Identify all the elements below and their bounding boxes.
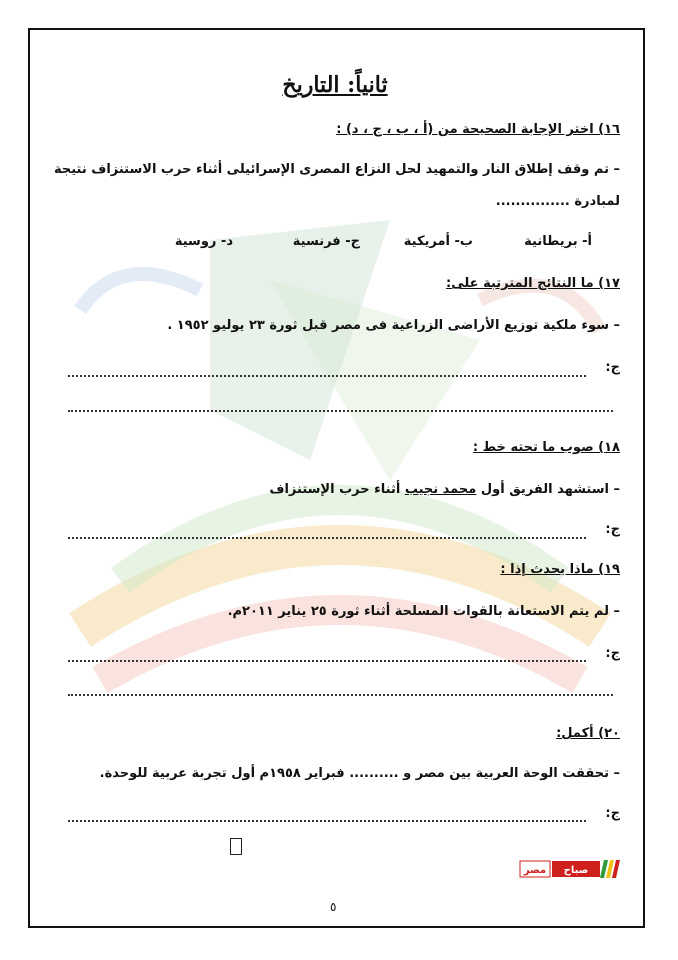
option-c: ج- فرنسية [292,234,360,249]
question-19-text: – لم يتم الاستعانة بالقوات المسلحة أثناء ثورة ٢٥ يناير ٢٠١١م. [227,604,620,619]
option-b: ب- أمريكية [403,234,473,249]
answer-20-prefix: ج: [605,806,620,821]
answer-17-line-2[interactable] [68,410,613,412]
option-a: أ- بريطانية [524,234,592,249]
page-title: ثانياً: التاريخ [282,72,388,98]
question-16-text: – تم وقف إطلاق النار والتمهيد لحل النزاع المصرى الإسرائيلى أثناء حرب الاستنزاف نتيجة [53,162,620,177]
question-18-header: ١٨) صوب ما تحته خط : [472,440,620,455]
svg-text:مصر: مصر [523,865,547,876]
answer-17-line-1[interactable] [68,375,586,377]
question-20-text: – تحققت الوحة العربية بين مصر و .......... فبراير ١٩٥٨م أول تجربة عربية للوحدة. [99,766,620,781]
question-17-header: ١٧) ما النتائج المترتبة على: [446,276,620,291]
svg-text:صباح: صباح [563,865,589,876]
sabah-masr-logo [518,858,628,880]
question-17-text: – سوء ملكية توزيع الأراضى الزراعية فى مصر قبل ثورة ٢٣ يوليو ١٩٥٢ . [167,318,620,333]
option-d: د- روسية [174,234,233,249]
answer-19-prefix: ج: [605,646,620,661]
question-20-header: ٢٠) أكمل: [556,726,620,741]
answer-18-prefix: ج: [605,522,620,537]
answer-19-line-1[interactable] [68,660,586,662]
question-16-header: ١٦) اختر الإجابة الصحيحة من (أ ، ب ، ج ، د) : [336,122,620,137]
answer-20-line[interactable] [68,820,586,822]
question-19-header: ١٩) ماذا يحدث إذا : [500,562,620,577]
question-16-text-cont: لمبادرة ............... [495,194,620,209]
answer-18-line[interactable] [68,537,586,539]
answer-17-prefix: ج: [605,360,620,375]
answer-19-line-2[interactable] [68,694,613,696]
underlined-name: محمد نجيب [404,482,477,497]
empty-box-glyph [230,838,242,855]
page-number: ٥ [330,900,337,914]
question-18-text: – استشهد الفريق أول محمد نجيب أثناء حرب الإستنزاف [269,482,620,497]
